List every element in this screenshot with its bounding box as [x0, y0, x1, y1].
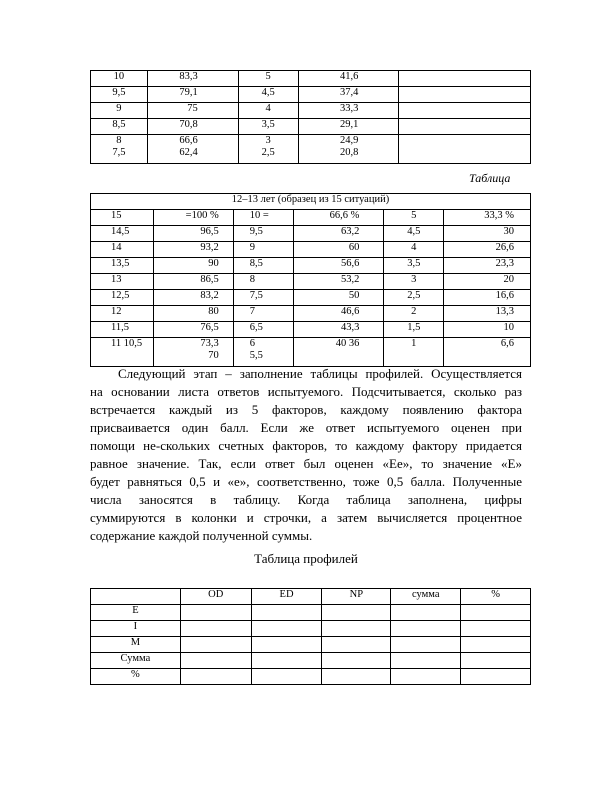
table-cell: 83,2	[153, 290, 233, 306]
table-1	[90, 70, 531, 164]
column-header: OD	[180, 589, 251, 605]
row-label: Сумма	[91, 653, 181, 669]
table-cell: 8,5	[233, 258, 293, 274]
table-row	[91, 242, 531, 258]
paragraph-line: суммируются в колонки и строчки, а затем вычисляется процентное	[90, 510, 522, 525]
table-row	[91, 290, 531, 306]
empty-cell	[180, 621, 251, 637]
table-cell: 3 2,5	[238, 135, 298, 164]
profile-row	[91, 637, 531, 653]
empty-cell	[461, 653, 531, 669]
table-cell: 4	[384, 242, 444, 258]
table-cell: 30	[444, 226, 531, 242]
table-cell	[399, 87, 531, 103]
table-cell: 8 7,5	[91, 135, 148, 164]
table-cell: 9,5	[91, 87, 148, 103]
table-cell: 5	[384, 210, 444, 226]
empty-cell	[461, 621, 531, 637]
table-cell: 10	[444, 322, 531, 338]
table-cell: 8	[233, 274, 293, 290]
row-label: I	[91, 621, 181, 637]
table-cell: 6 5,5	[233, 338, 293, 367]
table-cell: 26,6	[444, 242, 531, 258]
table-cell: 15	[91, 210, 154, 226]
table-cell: 20	[444, 274, 531, 290]
table-cell: 1,5	[384, 322, 444, 338]
table-cell: 50	[293, 290, 384, 306]
table-cell: 4,5	[238, 87, 298, 103]
table-row	[91, 338, 531, 367]
empty-cell	[322, 637, 391, 653]
table-cell: 9,5	[233, 226, 293, 242]
table-cell: 10 =	[233, 210, 293, 226]
empty-cell	[251, 605, 322, 621]
column-header	[91, 589, 181, 605]
table-row	[91, 258, 531, 274]
table-cell: 6,6	[444, 338, 531, 367]
table-cell	[399, 103, 531, 119]
table-cell: 41,6	[298, 71, 399, 87]
table-row	[91, 274, 531, 290]
table-row	[91, 87, 531, 103]
empty-cell	[391, 621, 461, 637]
table-cell: 96,5	[153, 226, 233, 242]
table-cell: 12	[91, 306, 154, 322]
column-header: сумма	[391, 589, 461, 605]
empty-cell	[391, 669, 461, 685]
table-cell: 66,6 %	[293, 210, 384, 226]
table-cell: 33,3	[298, 103, 399, 119]
empty-cell	[322, 621, 391, 637]
table-cell: 60	[293, 242, 384, 258]
table-row	[91, 210, 531, 226]
empty-cell	[251, 621, 322, 637]
table-cell: 5	[238, 71, 298, 87]
column-header: ED	[251, 589, 322, 605]
table-row	[91, 119, 531, 135]
table-row	[91, 306, 531, 322]
table-cell: 56,6	[293, 258, 384, 274]
table-cell: 3	[384, 274, 444, 290]
row-label: %	[91, 669, 181, 685]
table-cell: 8,5	[91, 119, 148, 135]
empty-cell	[391, 605, 461, 621]
paragraph-line: Следующий этап – заполнение таблицы профилей. Осуществляется	[118, 366, 522, 381]
table-cell: 11 10,5	[91, 338, 154, 367]
paragraph-line: присваивается один балл. Если же ответ испытуемого оценен при	[90, 420, 522, 435]
table-cell: 76,5	[153, 322, 233, 338]
table-cell: 3,5	[384, 258, 444, 274]
table-cell: 2	[384, 306, 444, 322]
table-row	[91, 103, 531, 119]
table-cell: 70,8	[147, 119, 238, 135]
empty-cell	[180, 637, 251, 653]
column-header: %	[461, 589, 531, 605]
table-cell: 66,6 62,4	[147, 135, 238, 164]
table-cell: 43,3	[293, 322, 384, 338]
empty-cell	[180, 653, 251, 669]
empty-cell	[391, 637, 461, 653]
empty-cell	[322, 605, 391, 621]
table-cell: 79,1	[147, 87, 238, 103]
body-paragraph	[90, 365, 522, 545]
table-cell: 53,2	[293, 274, 384, 290]
empty-cell	[180, 669, 251, 685]
table-cell: 4,5	[384, 226, 444, 242]
profile-table	[90, 588, 531, 685]
profile-row	[91, 653, 531, 669]
table-cell: 12,5	[91, 290, 154, 306]
table-cell: 86,5	[153, 274, 233, 290]
paragraph-line: на основании листа ответов испытуемого. Подсчитывается, сколько раз	[90, 384, 522, 399]
table-cell: 37,4	[298, 87, 399, 103]
table-row	[91, 226, 531, 242]
table-cell: 14	[91, 242, 154, 258]
table-cell: 83,3	[147, 71, 238, 87]
table-cell: 7	[233, 306, 293, 322]
profile-row	[91, 621, 531, 637]
paragraph-line: числа заносятся в таблицу. Когда таблица заполнена, цифры	[90, 492, 522, 507]
table-cell: 9	[91, 103, 148, 119]
paragraph-line: помощи не-скольких счетных факторов, то каждому фактору придается	[90, 438, 522, 453]
empty-cell	[251, 669, 322, 685]
table-row	[91, 322, 531, 338]
row-label: M	[91, 637, 181, 653]
profile-table-title: Таблица профилей	[254, 551, 358, 566]
table-cell: 40 36	[293, 338, 384, 367]
empty-cell	[251, 637, 322, 653]
empty-cell	[391, 653, 461, 669]
table-row	[91, 71, 531, 87]
empty-cell	[461, 669, 531, 685]
empty-cell	[180, 605, 251, 621]
table-cell: 7,5	[233, 290, 293, 306]
empty-cell	[461, 637, 531, 653]
row-label: E	[91, 605, 181, 621]
table-cell: 33,3 %	[444, 210, 531, 226]
table-2-header: 12–13 лет (образец из 15 ситуаций)	[91, 194, 531, 210]
empty-cell	[461, 605, 531, 621]
table-cell: 16,6	[444, 290, 531, 306]
table-cell: 10	[91, 71, 148, 87]
table-cell	[399, 119, 531, 135]
table-cell: 13,3	[444, 306, 531, 322]
table-cell: 4	[238, 103, 298, 119]
table-cell: 73,3 70	[153, 338, 233, 367]
paragraph-line: встречается каждый из 5 факторов, каждому появлению фактора	[90, 402, 522, 417]
empty-cell	[322, 669, 391, 685]
table-cell: 1	[384, 338, 444, 367]
table-cell: 2,5	[384, 290, 444, 306]
table-cell: 90	[153, 258, 233, 274]
paragraph-line: будет равняться 0,5 и «е», соответственно, тоже 0,5 балла. Полученные	[90, 474, 522, 489]
table-cell	[399, 71, 531, 87]
table-cell: 11,5	[91, 322, 154, 338]
table-cell: 93,2	[153, 242, 233, 258]
table-caption: Таблица	[469, 171, 511, 185]
table-cell: 9	[233, 242, 293, 258]
profile-header-row	[91, 589, 531, 605]
table-cell: =100 %	[153, 210, 233, 226]
table-cell: 75	[147, 103, 238, 119]
column-header: NP	[322, 589, 391, 605]
table-cell: 3,5	[238, 119, 298, 135]
profile-row	[91, 605, 531, 621]
table-cell: 46,6	[293, 306, 384, 322]
table-row	[91, 135, 531, 164]
table-cell	[399, 135, 531, 164]
table-cell: 13,5	[91, 258, 154, 274]
table-cell: 23,3	[444, 258, 531, 274]
table-cell: 24,9 20,8	[298, 135, 399, 164]
profile-row	[91, 669, 531, 685]
table-cell: 80	[153, 306, 233, 322]
table-cell: 14,5	[91, 226, 154, 242]
empty-cell	[322, 653, 391, 669]
table-cell: 63,2	[293, 226, 384, 242]
empty-cell	[251, 653, 322, 669]
paragraph-line: равное значение. Так, если ответ был оценен «Ее», то значение «Е»	[90, 456, 522, 471]
table-cell: 6,5	[233, 322, 293, 338]
table-cell: 13	[91, 274, 154, 290]
paragraph-line: содержание каждой полученной суммы.	[90, 528, 313, 543]
table-2	[90, 193, 531, 367]
table-cell: 29,1	[298, 119, 399, 135]
